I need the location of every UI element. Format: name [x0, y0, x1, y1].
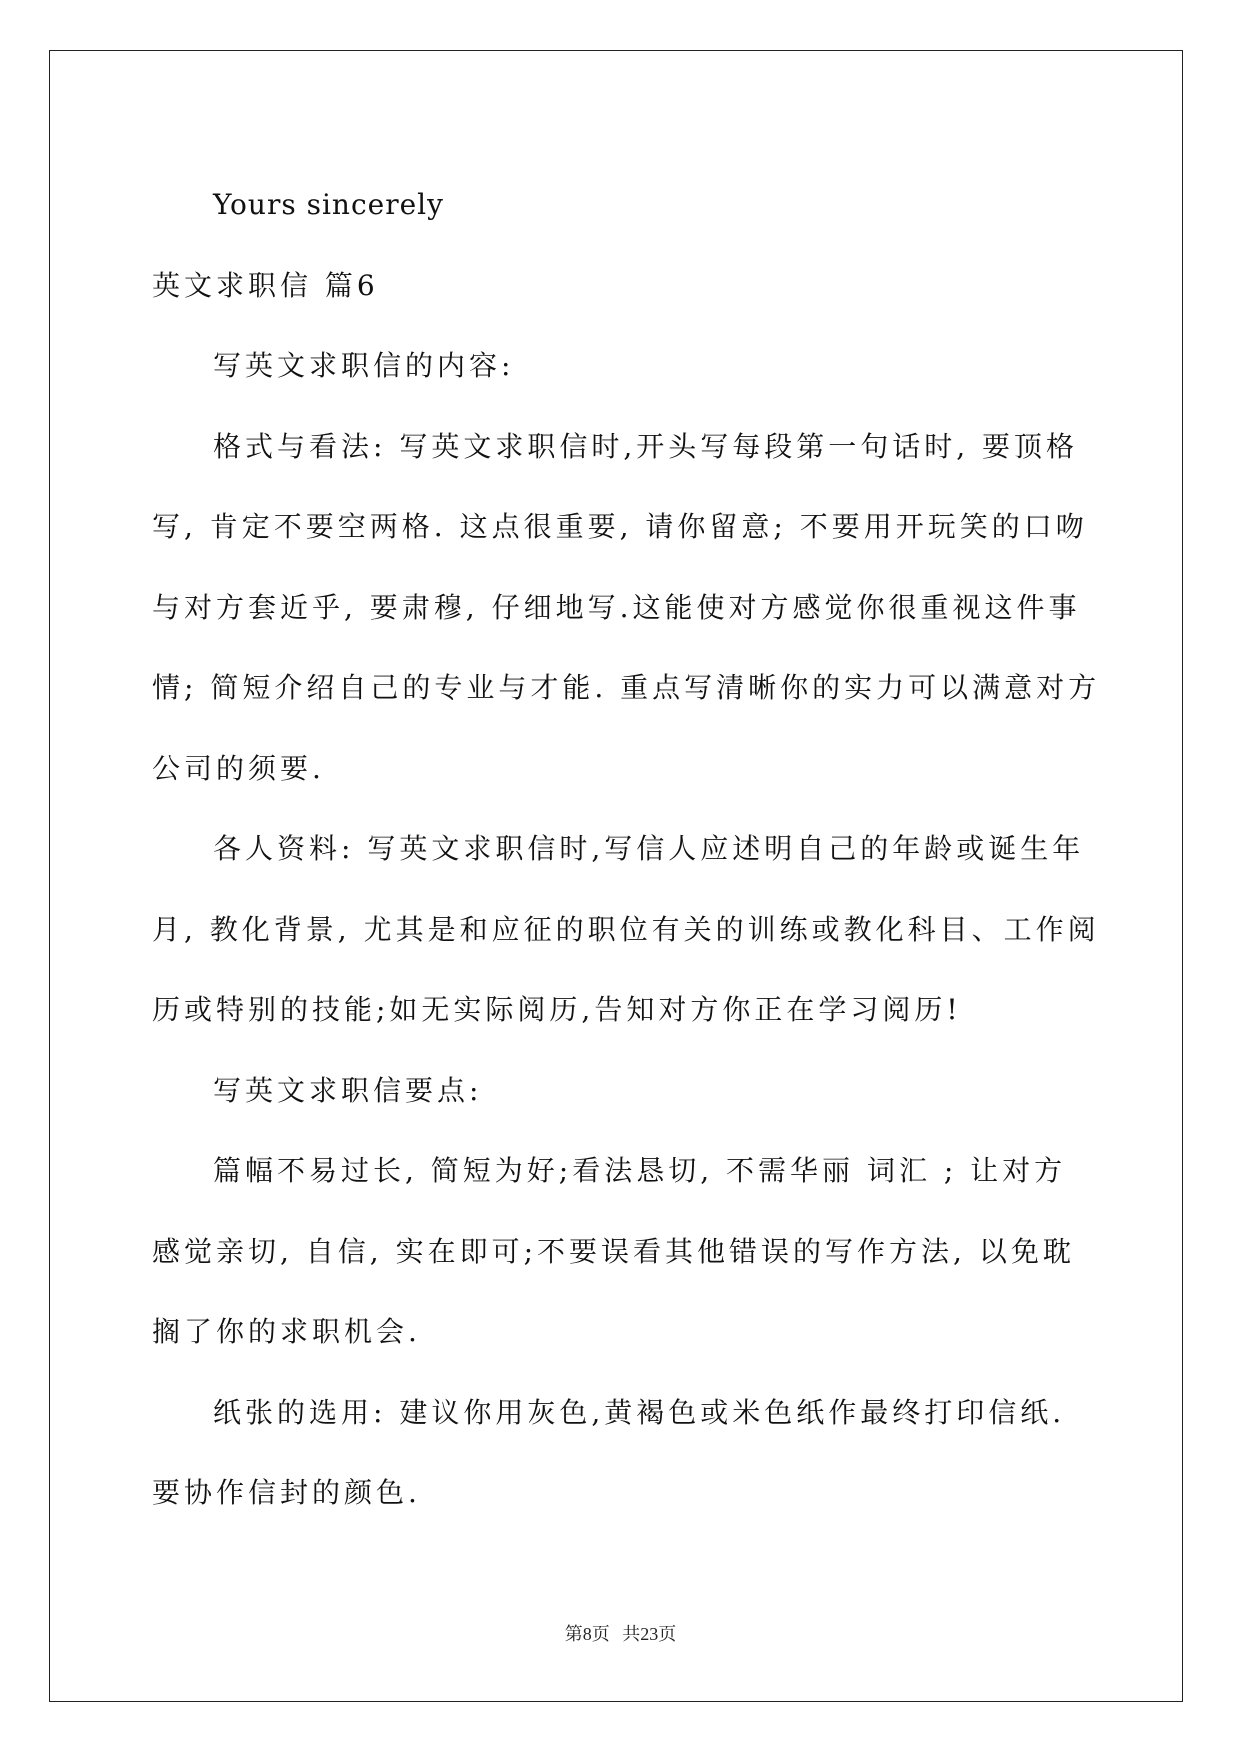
- paragraph-line: 公司的须要.: [152, 751, 325, 785]
- closing-line: Yours sincerely: [213, 188, 444, 221]
- paragraph-line: 感觉亲切, 自信, 实在即可;不要误看其他错误的写作方法, 以免耽: [152, 1234, 1075, 1268]
- paragraph-line: 情; 简短介绍自己的专业与才能. 重点写清晰你的实力可以满意对方: [152, 671, 1101, 704]
- paragraph-line: 历或特别的技能;如无实际阅历,告知对方你正在学习阅历!: [152, 993, 962, 1026]
- paragraph-line: 月, 教化背景, 尤其是和应征的职位有关的训练或教化科目、工作阅: [152, 912, 1100, 946]
- paragraph-line: 篇幅不易过长, 简短为好;看法恳切, 不需华丽 词汇 ; 让对方: [213, 1154, 1067, 1187]
- document-body: [152, 165, 1101, 1534]
- page-footer: [0, 1620, 1241, 1646]
- paragraph-line: 各人资料: 写英文求职信时,写信人应述明自己的年龄或诞生年: [213, 832, 1085, 865]
- paragraph-line: 写, 肯定不要空两格. 这点很重要, 请你留意; 不要用开玩笑的口吻: [152, 510, 1088, 543]
- paragraph-line: 纸张的选用: 建议你用灰色,黄褐色或米色纸作最终打印信纸.: [213, 1395, 1066, 1429]
- paragraph-line: 写英文求职信的内容:: [213, 349, 515, 382]
- paragraph-line: 搁了你的求职机会.: [152, 1315, 421, 1348]
- paragraph-line: 要协作信封的颜色.: [152, 1476, 421, 1509]
- page-number: 第8页: [564, 1624, 610, 1644]
- paragraph-line: 格式与看法: 写英文求职信时,开头写每段第一句话时, 要顶格: [213, 429, 1079, 463]
- paragraph-line: 写英文求职信要点:: [213, 1073, 483, 1107]
- section-heading: 英文求职信 篇6: [152, 268, 379, 302]
- page-total: 共23页: [622, 1624, 677, 1644]
- paragraph-line: 与对方套近乎, 要肃穆, 仔细地写.这能使对方感觉你很重视这件事: [152, 590, 1081, 624]
